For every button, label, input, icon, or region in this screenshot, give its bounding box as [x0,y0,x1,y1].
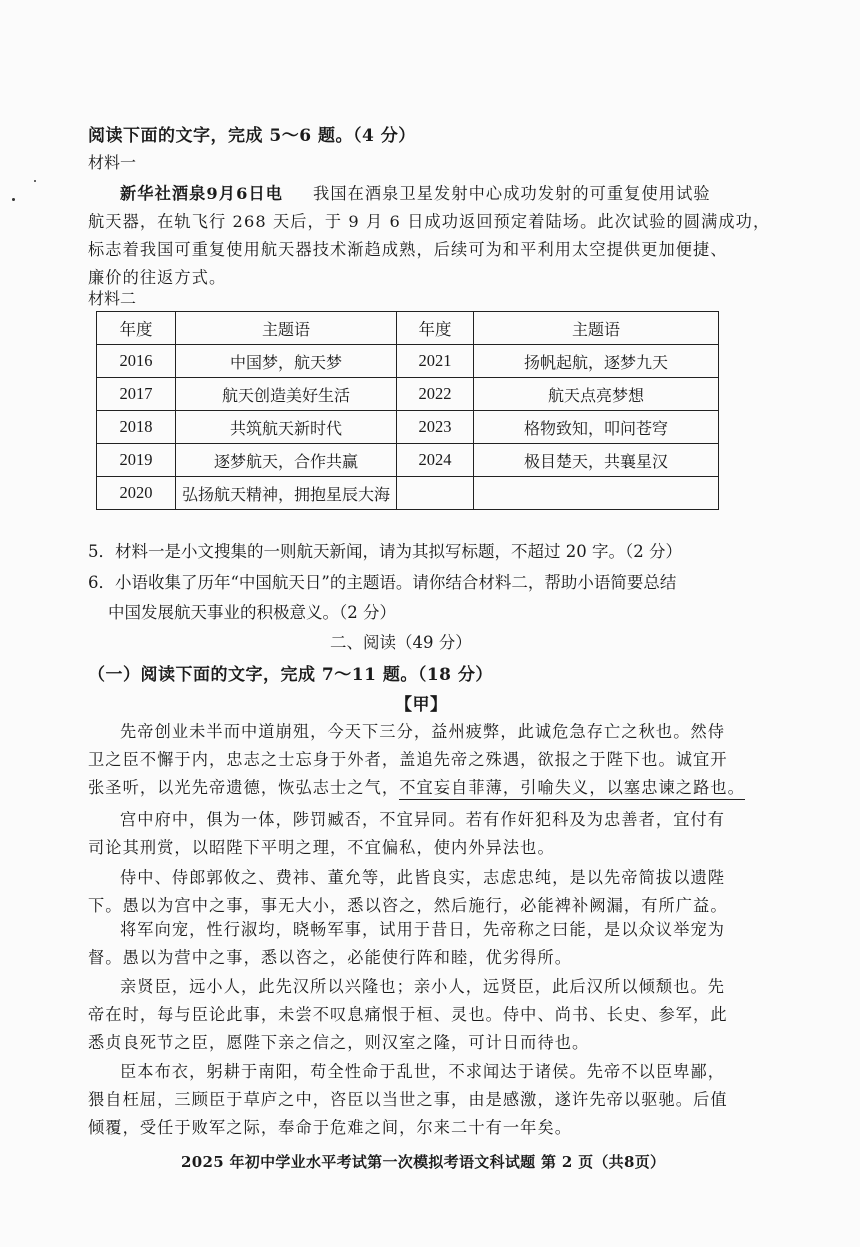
para-4-line-2: 督。愚以为营中之事，悉以咨之，必能使行阵和睦，优劣得所。 [88,948,573,967]
theme-table [96,311,719,510]
news-line-1 [120,180,711,204]
para-3-line-1: 侍中、侍郎郭攸之、费祎、董允等，此皆良实，志虑忠纯，是以先帝简拔以遗陛 [120,868,726,887]
news-line-2: 航天器，在轨飞行 268 天后，于 9 月 6 日成功返回预定着陆场。此次试验的圆满成功， [88,212,771,231]
table-header-row [97,312,719,345]
table-cell: 格物致知，叩问苍穹 [474,411,719,444]
para-1-line-2: 卫之臣不懈于内，忠志之士忘身于外者，盖追先帝之殊遇，欲报之于陛下也。诚宜开 [88,750,728,769]
news-line-4: 廉价的往返方式。 [88,268,227,287]
scan-speck [34,180,36,182]
table-row [97,411,719,444]
question-6-line-2: 中国发展航天事业的积极意义。（2 分） [108,603,396,622]
table-cell: 2020 [97,477,176,510]
para-1-line-1: 先帝创业未半而中道崩殂，今天下三分，益州疲弊，此诚危急存亡之秋也。然侍 [120,722,726,741]
table-cell: 航天创造美好生活 [176,378,397,411]
para-5-line-3: 悉贞良死节之臣，愿陛下亲之信之，则汉室之隆，可计日而待也。 [88,1033,590,1052]
table-row [97,444,719,477]
table-cell: 2022 [397,378,474,411]
table-row [97,345,719,378]
table-cell: 极目楚天，共襄星汉 [474,444,719,477]
material-1-label: 材料一 [88,153,137,172]
header-year-2: 年度 [397,312,474,345]
table-cell: 2024 [397,444,474,477]
material-2-label: 材料二 [88,289,137,308]
table-cell: 2016 [97,345,176,378]
table-row [97,378,719,411]
table-cell: 逐梦航天，合作共赢 [176,444,397,477]
page-footer: 2025 年初中学业水平考试第一次模拟考语文科试题 第 2 页（共8页） [181,1153,666,1171]
table-cell [474,477,719,510]
table-row [97,477,719,510]
para-5-line-2: 帝在时，每与臣论此事，未尝不叹息痛恨于桓、灵也。侍中、尚书、长史、参军，此 [88,1005,728,1024]
para-5-line-1: 亲贤臣，远小人，此先汉所以兴隆也；亲小人，远贤臣，此后汉所以倾颓也。先 [120,977,726,996]
table-cell: 航天点亮梦想 [474,378,719,411]
question-5: 5．材料一是小文搜集的一则航天新闻，请为其拟写标题，不超过 20 字。（2 分） [88,542,682,561]
para-1-line-3 [88,774,745,798]
para-6-line-3: 倾覆，受任于败军之际，奉命于危难之间，尔来二十有一年矣。 [88,1118,573,1137]
news-lead: 新华社酒泉9月6日电 [120,184,284,203]
news-line-3: 标志着我国可重复使用航天器技术渐趋成熟，后续可为和平利用太空提供更加便捷、 [88,240,728,259]
scan-speck [12,198,15,201]
reading-intro-5-6: 阅读下面的文字，完成 5～6 题。（4 分） [88,126,416,146]
table-cell [397,477,474,510]
question-6-line-1: 6．小语收集了历年“中国航天日”的主题语。请你结合材料二，帮助小语简要总结 [88,573,677,592]
table-cell: 2017 [97,378,176,411]
header-theme-2: 主题语 [474,312,719,345]
section-2-title: 二、阅读（49 分） [330,633,472,652]
table-cell: 2021 [397,345,474,378]
news-text-1: 我国在酒泉卫星发射中心成功发射的可重复使用试验 [313,184,711,203]
table-cell: 扬帆起航，逐梦九天 [474,345,719,378]
reading-intro-7-11: （一）阅读下面的文字，完成 7～11 题。（18 分） [88,665,493,685]
para-2-line-2: 司论其刑赏，以昭陛下平明之理，不宜偏私，使内外异法也。 [88,838,555,857]
passage-jia-label: 【甲】 [395,695,448,715]
para-6-line-2: 猥自枉屈，三顾臣于草庐之中，咨臣以当世之事，由是感激，遂许先帝以驱驰。后值 [88,1090,728,1109]
para-3-line-2: 下。愚以为宫中之事，事无大小，悉以咨之，然后施行，必能裨补阙漏，有所广益。 [88,896,728,915]
table-cell: 弘扬航天精神，拥抱星辰大海 [176,477,397,510]
table-cell: 2018 [97,411,176,444]
table-cell: 共筑航天新时代 [176,411,397,444]
table-cell: 2023 [397,411,474,444]
header-theme-1: 主题语 [176,312,397,345]
para-4-line-1: 将军向宠，性行淑均，晓畅军事，试用于昔日，先帝称之曰能，是以众议举宠为 [120,920,726,939]
table-cell: 中国梦，航天梦 [176,345,397,378]
header-year-1: 年度 [97,312,176,345]
underlined-sentence: 不宜妄自菲薄，引喻失义，以塞忠谏之路也。 [399,778,745,800]
para-1-line-3-plain: 张圣听，以光先帝遗德，恢弘志士之气， [88,778,400,797]
table-cell: 2019 [97,444,176,477]
para-2-line-1: 宫中府中，俱为一体，陟罚臧否，不宜异同。若有作奸犯科及为忠善者，宜付有 [120,810,726,829]
para-6-line-1: 臣本布衣，躬耕于南阳，苟全性命于乱世，不求闻达于诸侯。先帝不以臣卑鄙， [120,1062,726,1081]
